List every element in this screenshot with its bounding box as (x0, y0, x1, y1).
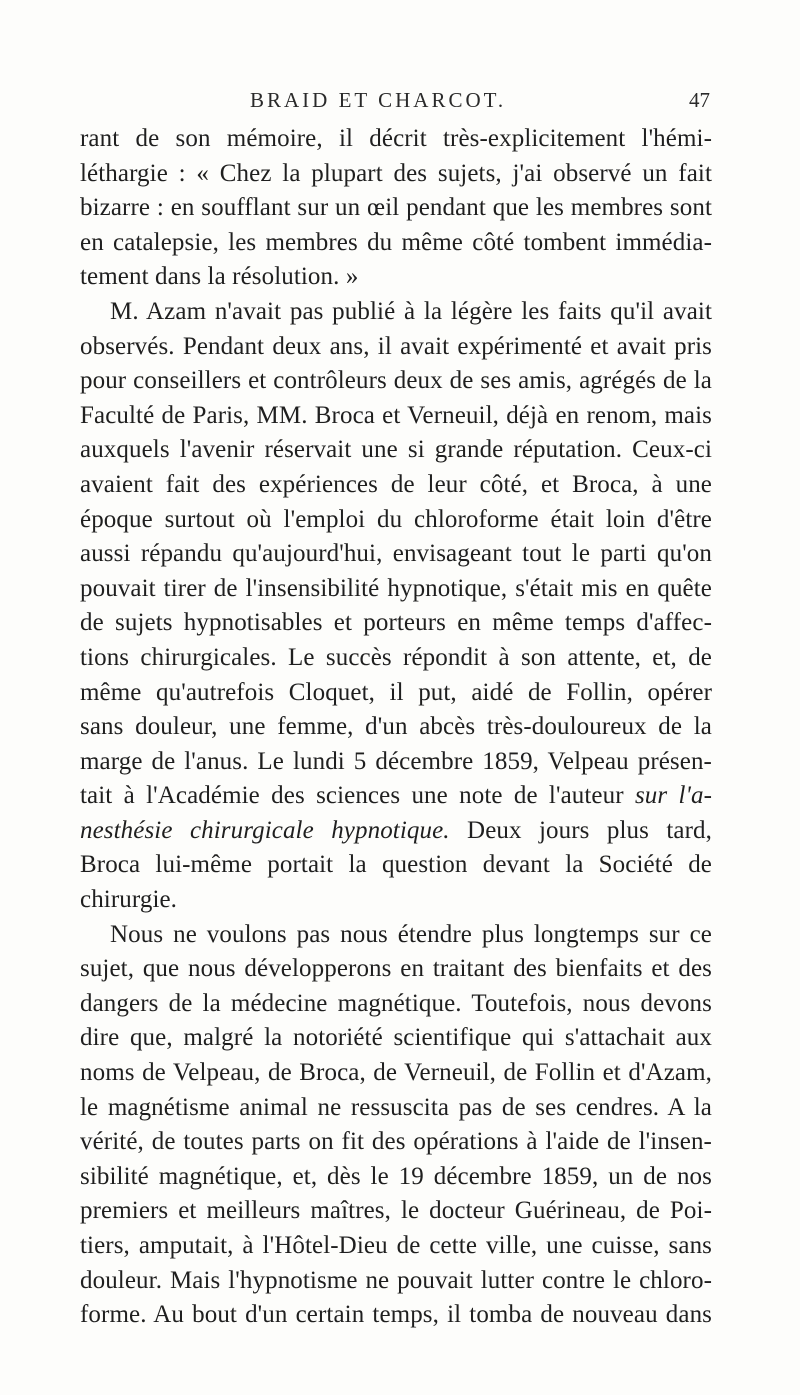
line-text: chirurgie. (80, 886, 178, 914)
line-text: auxquels l'avenir réservait une si grande réputation. Ceux-ci (80, 436, 712, 464)
text-line (80, 883, 712, 918)
text-line (80, 1264, 712, 1299)
line-text: sujet, que nous développerons en traitant des bienfaits et des (80, 955, 712, 983)
line-text: marge de l'anus. Le lundi 5 décembre 1859, Velpeau présen- (80, 747, 712, 775)
text-line (80, 1021, 712, 1056)
line-text: forme. Au bout d'un certain temps, il tomba de nouveau dans (80, 1301, 712, 1329)
text-line (80, 1194, 712, 1229)
line-text: époque surtout où l'emploi du chloroforme était loin d'être (80, 505, 712, 533)
text-line (80, 1056, 712, 1091)
line-text: même qu'autrefois Cloquet, il put, aidé de Follin, opérer (80, 678, 712, 706)
text-line (80, 1160, 712, 1195)
line-text: douleur. Mais l'hypnotisme ne pouvait lutter contre le chloro- (80, 1266, 712, 1294)
text-line (80, 433, 712, 468)
text-line (80, 745, 712, 780)
text-line (80, 676, 712, 711)
text-line (80, 537, 712, 572)
text-line (80, 779, 712, 814)
line-text: Deux jours plus tard, (449, 816, 712, 844)
line-text: pouvait tirer de l'insensibilité hypnotique, s'était mis en quête (80, 574, 712, 602)
line-text: observés. Pendant deux ans, il avait expérimenté et avait pris (80, 332, 712, 360)
text-line (80, 122, 712, 157)
line-text: tions chirurgicales. Le succès répondit à son attente, et, de (80, 643, 712, 671)
text-line (80, 1125, 712, 1160)
text-line (80, 330, 712, 365)
text-line (80, 987, 712, 1022)
line-text: tait à l'Académie des sciences une note de l'auteur (80, 782, 624, 810)
line-text: vérité, de toutes parts on fit des opérations à l'aide de l'insen- (80, 1128, 712, 1156)
text-line (80, 295, 712, 330)
text-line (80, 1229, 712, 1264)
line-text: aussi répandu qu'aujourd'hui, envisageant tout le parti qu'on (80, 540, 712, 568)
line-text: premiers et meilleurs maîtres, le docteur Guérineau, de Poi- (80, 1197, 712, 1225)
text-line (80, 260, 712, 295)
text-line (80, 814, 712, 849)
text-line (80, 503, 712, 538)
line-text: tiers, amputait, à l'Hôtel-Dieu de cette ville, une cuisse, sans (80, 1232, 712, 1259)
line-text: avaient fait des expériences de leur côté, et Broca, à une (80, 470, 712, 498)
line-text: rant de son mémoire, il décrit très-explicitement l'hémi- (80, 125, 712, 152)
text-line (80, 399, 712, 434)
page-number: 47 (689, 88, 710, 112)
text-line (80, 572, 712, 607)
text-line (80, 710, 712, 745)
running-title: BRAID ET CHARCOT. (250, 88, 507, 112)
line-text: léthargie : « Chez la plupart des sujets, j'ai observé un fait (80, 159, 712, 187)
text-line (80, 606, 712, 641)
line-text: en catalepsie, les membres du même côté tombent immédia- (80, 228, 712, 256)
line-text: Nous ne voulons pas nous étendre plus longtemps sur ce (110, 920, 712, 948)
line-text: dire que, malgré la notoriété scientifique qui s'attachait aux (80, 1024, 712, 1052)
line-text: sans douleur, une femme, d'un abcès très-douloureux de la (80, 713, 712, 741)
line-text: le magnétisme animal ne ressuscita pas de ses cendres. A la (80, 1093, 712, 1121)
line-text: bizarre : en soufflant sur un œil pendant que les membres sont (80, 194, 712, 222)
line-text: Faculté de Paris, MM. Broca et Verneuil, déjà en renom, mais (80, 401, 712, 429)
line-text: de sujets hypnotisables et porteurs en même temps d'affec- (80, 609, 712, 637)
text-line (80, 1091, 712, 1126)
line-text: M. Azam n'avait pas publié à la légère les faits qu'il avait (110, 297, 712, 325)
italic-title: nesthésie chirurgicale hypnotique. (80, 816, 450, 844)
text-line (80, 157, 712, 192)
text-line (80, 848, 712, 883)
text-line (80, 1298, 712, 1333)
line-text: dangers de la médecine magnétique. Toutefois, nous devons (80, 989, 712, 1017)
text-line (80, 952, 712, 987)
text-line (80, 468, 712, 503)
text-line (80, 226, 712, 261)
body-text (80, 122, 712, 1333)
text-line (80, 918, 712, 953)
italic-title: sur l'a- (634, 782, 712, 810)
line-text: tement dans la résolution. » (80, 263, 359, 291)
line-text: pour conseillers et contrôleurs deux de ses amis, agrégés de la (80, 367, 712, 395)
text-line (80, 191, 712, 226)
running-head (250, 88, 710, 118)
line-text: sibilité magnétique, et, dès le 19 décembre 1859, un de nos (80, 1162, 712, 1190)
text-line (80, 364, 712, 399)
line-text: noms de Velpeau, de Broca, de Verneuil, de Follin et d'Azam, (80, 1059, 712, 1087)
text-line (80, 641, 712, 676)
line-text: Broca lui-même portait la question devant la Société de (80, 851, 712, 879)
